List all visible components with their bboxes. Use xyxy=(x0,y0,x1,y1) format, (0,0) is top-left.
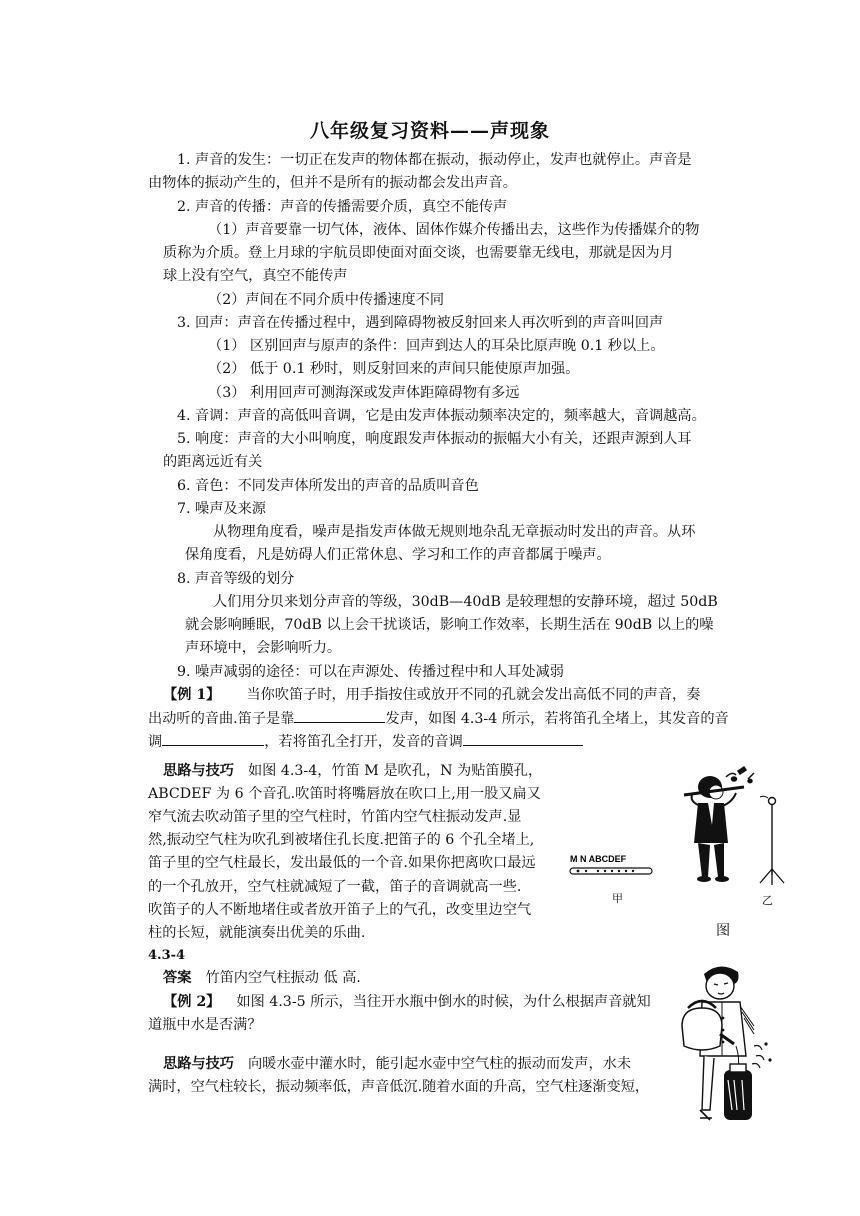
analysis-1-line-6: 的一个孔放开，空气柱就减短了一截，笛子的音调就高一些. xyxy=(148,879,522,895)
answer-blank-3[interactable] xyxy=(463,730,583,746)
example-1-text-2a: 出动听的音曲.笛子是靠 xyxy=(148,711,295,727)
para-1-line-2: 由物体的振动产生的，但并不是所有的振动都会发出声音。 xyxy=(148,175,517,191)
analysis-2-label: 思路与技巧 xyxy=(163,1056,234,1072)
flute-diagram xyxy=(568,852,658,892)
para-5-line-2: 的距离远近有关 xyxy=(163,454,263,470)
para-3-1: （1） 区别回声与原声的条件：回声到达人的耳朵比原声晚 0.1 秒以上。 xyxy=(208,338,665,354)
para-7-line-2: 保角度看，凡是妨碍人们正常休息、学习和工作的声音都属于噪声。 xyxy=(185,547,611,563)
example-1-line-1 xyxy=(163,684,700,706)
analysis-1-line-3: 窄气流去吹动笛子里的空气柱时，竹笛内空气柱振动发声.显 xyxy=(148,809,522,825)
figure-4-3-4-number: 4.3-4 xyxy=(148,948,186,963)
para-5-line-1: 5. 响度：声音的大小叫响度，响度跟发声体振动的振幅大小有关，还跟声源到人耳 xyxy=(177,431,692,447)
para-2-1-line-1: （1）声音要靠一切气体，液体、固体作媒介传播出去，这些作为传播媒介的物 xyxy=(208,222,700,238)
para-8-heading: 8. 声音等级的划分 xyxy=(177,571,295,587)
flute-caption-jia: 甲 xyxy=(612,892,623,905)
example-2-line-1: 【例 2】 如图 4.3-5 所示，当往开水瓶中倒水的时候，为什么根据声音就知 xyxy=(163,994,651,1010)
para-1-line-1: 1. 声音的发生：一切正在发声的物体都在振动，振动停止，发声也就停止。声音是 xyxy=(177,152,692,168)
para-7-heading: 7. 噪声及来源 xyxy=(177,501,266,517)
para-9: 9. 噪声减弱的途径：可以在声源处、传播过程中和人耳处减弱 xyxy=(177,664,564,680)
answer-1: 答案 竹笛内空气柱振动 低 高. xyxy=(163,970,361,986)
kettle-boy-illustration xyxy=(676,960,776,1130)
para-8-line-3: 声环境中，会影响听力。 xyxy=(185,640,342,656)
answer-1-label: 答案 xyxy=(163,970,192,986)
example-2-label: 【例 2】 xyxy=(163,994,221,1010)
para-2-1-line-2: 质称为介质。登上月球的宇航员即使面对面交谈，也需要靠无线电，那就是因为月 xyxy=(163,245,674,261)
para-3-heading: 3. 回声：声音在传播过程中，遇到障碍物被反射回来人再次听到的声音叫回声 xyxy=(177,315,664,331)
para-3-2: （2） 低于 0.1 秒时，则反射回来的声间只能使原声加强。 xyxy=(208,361,580,377)
para-8-line-1: 人们用分贝来划分声音的等级，30dB—40dB 是较理想的安静环境，超过 50dB xyxy=(213,594,718,610)
analysis-2-line-1: 思路与技巧 向暖水壶中灌水时，能引起水壶中空气柱的振动而发声，水未 xyxy=(163,1056,632,1072)
answer-blank-1[interactable] xyxy=(294,707,385,723)
analysis-1-line-4: 然,振动空气柱为吹孔到被堵住孔长度.把笛子的 6 个孔全堵上, xyxy=(148,832,535,848)
flute-player-caption-yi: 乙 xyxy=(762,894,773,907)
para-2-2: （2）声间在不同介质中传播速度不同 xyxy=(208,292,445,308)
example-1-label: 【例 1】 xyxy=(163,687,221,703)
page-title: 八年级复习资料——声现象 xyxy=(309,120,550,142)
example-1-line-2 xyxy=(148,707,729,730)
analysis-1-line-5: 笛子里的空气柱最长，发出最低的一个音.如果你把离吹口最远 xyxy=(148,855,536,871)
analysis-1-label: 思路与技巧 xyxy=(163,763,234,779)
para-6: 6. 音色：不同发声体所发出的声音的品质叫音色 xyxy=(177,478,479,494)
para-3-3: （3） 利用回声可测海深或发声体距障碍物有多远 xyxy=(208,385,520,401)
para-7-line-1: 从物理角度看，噪声是指发声体做无规则地杂乱无章振动时发出的声音。从环 xyxy=(213,524,696,540)
flute-player-illustration xyxy=(678,765,808,890)
flute-letters: M N ABCDEF xyxy=(570,854,627,864)
para-4: 4. 音调：声音的高低叫音调，它是由发声体振动频率决定的，频率越大，音调越高。 xyxy=(177,408,706,424)
example-1-text-2b: 发声，如图 4.3-4 所示，若将笛孔全堵上，其发音的音 xyxy=(385,711,729,727)
figure-4-3-4-word: 图 xyxy=(716,923,731,939)
analysis-2-line-2: 满时，空气柱较长，振动频率低，声音低沉.随着水面的升高，空气柱逐渐变短， xyxy=(148,1079,650,1095)
example-1-text-3b: ，若将笛孔全打开，发音的音调 xyxy=(264,734,463,750)
analysis-1-line-7: 吹笛子的人不断地堵住或者放开笛子上的气孔，改变里边空气 xyxy=(148,902,532,918)
example-1-text-3a: 调 xyxy=(148,734,163,750)
analysis-1-line-1: 思路与技巧 如图 4.3-4，竹笛 M 是吹孔，N 为贴笛膜孔， xyxy=(163,763,543,779)
para-2-1-line-3: 球上没有空气，真空不能传声 xyxy=(163,268,348,284)
analysis-1-line-2: ABCDEF 为 6 个音孔.吹笛时将嘴唇放在吹口上,用一股又扁又 xyxy=(148,786,541,802)
para-8-line-2: 就会影响睡眠，70dB 以上会干扰谈话，影响工作效率，长期生活在 90dB 以上的噪 xyxy=(185,617,714,633)
analysis-1-line-8: 柱的长短，就能演奏出优美的乐曲. xyxy=(148,925,366,941)
para-2-heading: 2. 声音的传播：声音的传播需要介质，真空不能传声 xyxy=(177,199,508,215)
example-1-text-1: 当你吹笛子时，用手指按住或放开不同的孔就会发出高低不同的声音，奏 xyxy=(246,687,701,703)
answer-blank-2[interactable] xyxy=(162,730,264,746)
example-1-line-3 xyxy=(148,730,583,753)
example-2-line-2: 道瓶中水是否满？ xyxy=(148,1017,262,1033)
